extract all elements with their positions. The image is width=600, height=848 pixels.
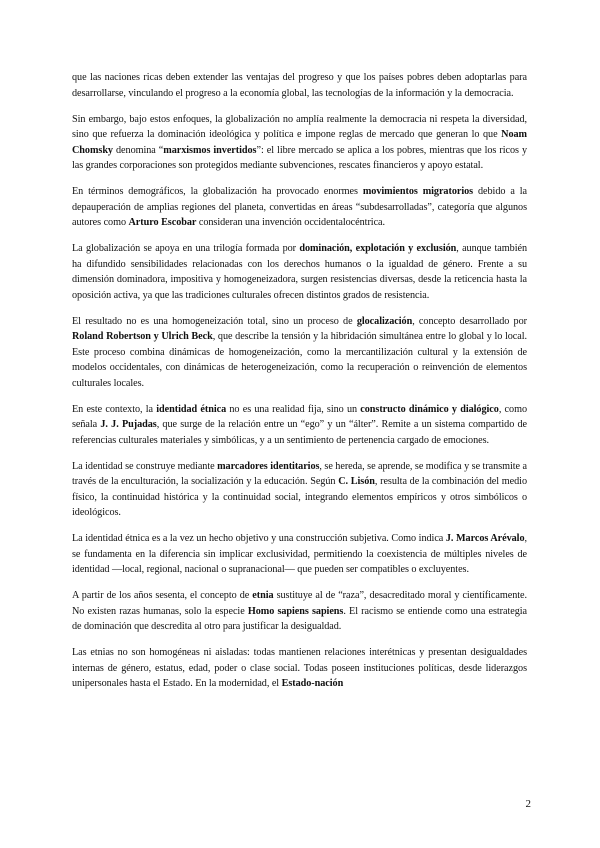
text-run: , que describe la tensión y la hibridación simultánea entre lo global y lo local. Este proceso combina dinámicas de homogeneización, como la mercantilización cultural y la extensión de modelos occidentales, con dinámicas de heterogeneización, como la recuperación o reinvención de elementos culturales locales.: [72, 331, 528, 389]
bold-term: Roland Robertson y Ulrich Beck: [72, 331, 213, 342]
text-run: no es una realidad fija, sino un: [226, 403, 361, 415]
paragraph: [72, 241, 527, 303]
text-run: , se hereda, se aprende, se modifica y se transmite a través de la enculturación, la socialización y la educación. Según: [72, 460, 527, 487]
bold-term: dominación, explotación y exclusión: [299, 243, 457, 254]
text-run: En términos demográficos, la globalización ha provocado enormes: [72, 186, 363, 197]
text-run: El resultado no es una homogeneización total, sino un proceso de: [72, 315, 357, 327]
bold-term: marcadores identitarios: [217, 460, 320, 472]
bold-term: marxismos invertidos: [163, 144, 257, 156]
paragraph: [72, 531, 527, 578]
text-run: debido a la depauperación de amplias regiones del planeta, convertidas en áreas “subdesarrolladas”, categoría que algunos autores como: [72, 186, 527, 228]
bold-term: Estado-nación: [281, 678, 344, 689]
bold-term: etnia: [252, 590, 274, 601]
text-run: . El racismo se entiende como una estrategia de dominación que descredita al otro para justificar la desigualdad.: [72, 605, 528, 632]
bold-term: movimientos migratorios: [362, 186, 474, 197]
paragraph: [72, 184, 527, 231]
paragraph: [72, 70, 527, 101]
text-run: La identidad se construye mediante: [72, 460, 218, 472]
text-run: , concepto desarrollado por: [412, 315, 527, 327]
paragraph: [72, 459, 527, 521]
bold-term: identidad étnica: [156, 403, 227, 415]
text-run: Sin embargo, bajo estos enfoques, la globalización no amplía realmente la democracia ni respeta la diversidad, sino que refuerza la dominación ideológica y política e impone reglas de mercado que generan lo que: [72, 113, 527, 140]
text-run: Las etnias no son homogéneas ni aisladas: todas mantienen relaciones interétnicas y presentan desigualdades internas de género, estatus, edad, poder o clase social. Todas poseen instituciones políticas, desde liderazgos unipersonales hasta el Estado. En la modernidad, el: [72, 647, 527, 689]
text-run: , que surge de la relación entre un “ego” y un “álter”. Remite a un sistema compartido de referencias culturales materiales y simbólicas, y a un sentimiento de pertenencia cargado de emociones.: [72, 419, 527, 446]
bold-term: J. Marcos Arévalo: [445, 533, 525, 544]
text-run: consideran una invención occidentalocéntrica.: [196, 217, 386, 228]
bold-term: Noam Chomsky: [72, 129, 527, 156]
text-run: La globalización se apoya en una trilogía formada por: [72, 243, 300, 254]
text-run: sustituye al de “raza”, desacreditado moral y científicamente. No existen razas humanas, solo la especie: [72, 590, 527, 617]
text-run: denomina “: [112, 144, 164, 156]
text-run: En este contexto, la: [72, 403, 157, 415]
bold-term: Homo sapiens sapiens: [247, 605, 344, 617]
bold-term: Arturo Escobar: [128, 217, 197, 228]
paragraph: [72, 314, 527, 392]
text-run: , aunque también ha difundido sensibilidades relacionadas con los derechos humanos o la igualdad de género. Frente a su dimensión dominadora, impositiva y homogeneizadora, surgen resistencias diversas, desde la reticencia hasta la oposición activa, ya que las tradiciones culturales ofrecen distintos grados de resistencia.: [72, 243, 527, 301]
text-run: , se fundamenta en la diferencia sin implicar exclusividad, permitiendo la coexistencia de múltiples niveles de identidad —local, regional, nacional o supranacional— que pueden ser compatibles o excluyentes.: [72, 533, 527, 575]
bold-term: constructo dinámico y dialógico: [360, 403, 499, 415]
text-run: que las naciones ricas deben extender las ventajas del progreso y que los países pobres deben adoptarlas para desarrollarse, vinculando el progreso a la economía global, las tecnologías de la información y la democracia.: [72, 72, 527, 99]
bold-term: glocalización: [356, 315, 413, 327]
paragraph: [72, 402, 527, 449]
text-run: , resulta de la combinación del medio físico, la continuidad histórica y la continuidad social, integrando elementos empíricos y otros simbólicos o ideológicos.: [72, 476, 527, 518]
text-run: ”: el libre mercado se aplica a los pobres, mientras que los ricos y las grandes corporaciones son protegidos mediante subvenciones, rescates financieros y apoyo estatal.: [72, 144, 527, 171]
text-run: , como señala: [72, 403, 527, 430]
paragraph: [72, 588, 527, 635]
document-body: [72, 70, 527, 702]
bold-term: J. J. Pujadas: [100, 419, 157, 430]
text-run: La identidad étnica es a la vez un hecho objetivo y una construcción subjetiva. Como indica: [72, 533, 446, 544]
page-number: 2: [525, 798, 531, 810]
text-run: A partir de los años sesenta, el concepto de: [72, 590, 253, 601]
paragraph: [72, 645, 527, 692]
bold-term: C. Lisón: [338, 476, 375, 487]
paragraph: [72, 112, 527, 174]
